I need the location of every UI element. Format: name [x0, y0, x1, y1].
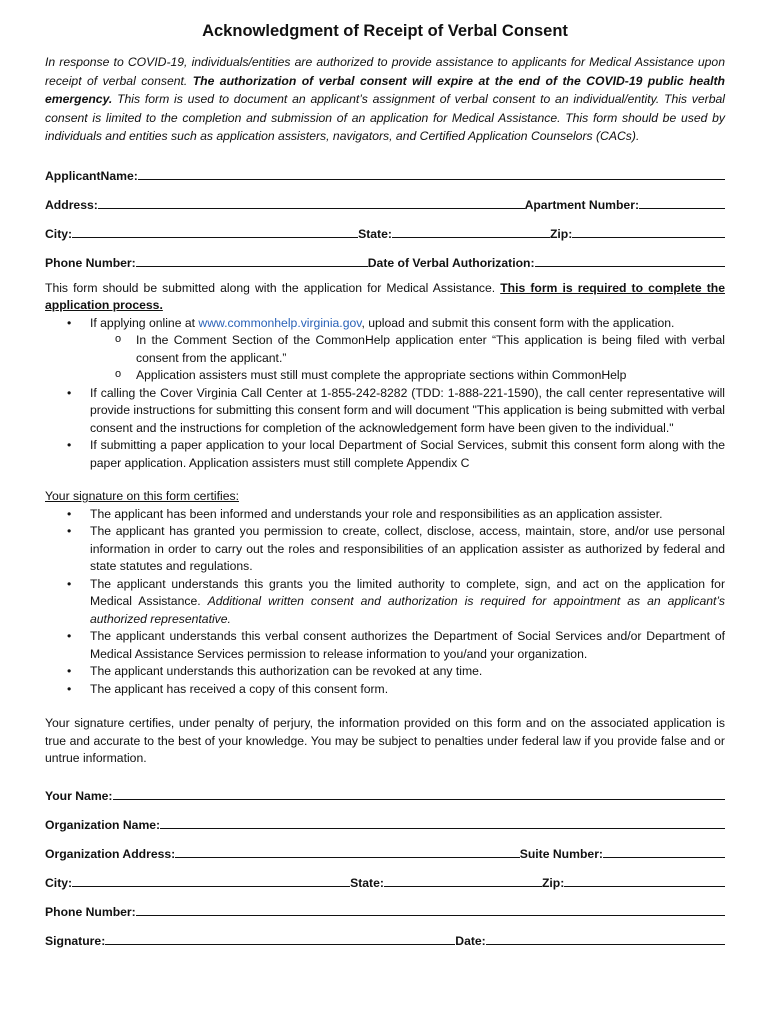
- list-item: • If calling the Cover Virginia Call Center at 1-855-242-8282 (TDD: 1-888-221-1590), the call center representative will provide instructions for submitting this consent form and will document "This application is being submitted with verbal consent and the instructions for completion of the acknowledgement form have been given to the individual.": [45, 385, 725, 438]
- city-field[interactable]: [72, 225, 358, 238]
- org-state-field[interactable]: [384, 874, 542, 887]
- certifies-section: [45, 488, 725, 698]
- org-name-label: Organization Name:: [45, 817, 161, 832]
- sub-list-item: o Application assisters must still must complete the appropriate sections within CommonHelp: [45, 367, 725, 385]
- intro-paragraph: [45, 53, 725, 146]
- commonhelp-link[interactable]: www.commonhelp.virginia.gov: [198, 315, 362, 330]
- phone-label: Phone Number:: [45, 255, 136, 270]
- phone-row: [45, 241, 725, 270]
- applicant-name-field[interactable]: [138, 167, 725, 180]
- list-item: [45, 576, 725, 629]
- list-item-text: The applicant understands this grants you the limited authority to complete, sign, and act on the application for Medical Assistance.: [90, 576, 725, 608]
- list-item-text: , upload and submit this consent form with the application.: [361, 315, 675, 330]
- date-verbal-label: Date of Verbal Authorization:: [367, 255, 535, 270]
- list-item: [45, 315, 725, 333]
- org-address-field[interactable]: [175, 845, 519, 858]
- city-label: City:: [45, 226, 73, 241]
- intro-text: In response to COVID-19, individuals/entities are authorized to provide assistance to applicants for Medical Assistance upon receipt of verbal consent.: [45, 55, 725, 88]
- list-item: • The applicant understands this verbal consent authorizes the Department of Social Services and/or Department of Medical Assistance Services permission to release information to you/and your organization.: [45, 628, 725, 663]
- applicant-name-row: [45, 154, 725, 183]
- org-name-row: [45, 803, 725, 832]
- your-name-field[interactable]: [113, 787, 726, 800]
- phone-field[interactable]: [136, 254, 368, 267]
- signature-date-field[interactable]: [486, 932, 725, 945]
- applicant-name-label: ApplicantName:: [45, 168, 138, 183]
- list-item-italic-text: Additional written consent and authorization is required for appointment as an applicant’s authorized representative.: [90, 594, 726, 626]
- apartment-field[interactable]: [639, 196, 725, 209]
- submission-list: [45, 315, 725, 473]
- org-phone-field[interactable]: [136, 903, 725, 916]
- perjury-paragraph: Your signature certifies, under penalty of perjury, the information provided on this form and on the associated application is true and accurate to the best of your knowledge. You may be subject to penalties under federal law if you provide false and or untrue information.: [45, 716, 725, 765]
- org-address-label: Organization Address:: [45, 846, 176, 861]
- org-phone-label: Phone Number:: [45, 904, 136, 919]
- org-address-row: [45, 832, 725, 861]
- address-field[interactable]: [98, 196, 525, 209]
- org-city-row: [45, 861, 725, 890]
- org-state-label: State:: [350, 875, 384, 890]
- form-title: Acknowledgment of Receipt of Verbal Consent: [202, 22, 568, 40]
- org-city-field[interactable]: [72, 874, 350, 887]
- org-name-field[interactable]: [160, 816, 725, 829]
- address-label: Address:: [45, 197, 98, 212]
- suite-field[interactable]: [603, 845, 725, 858]
- list-item: • The applicant has been informed and understands your role and responsibilities as an application assister.: [45, 506, 725, 524]
- certifies-list: [45, 506, 725, 699]
- signature-label: Signature:: [45, 933, 106, 948]
- submission-paragraph: [45, 280, 725, 315]
- signature-row: [45, 919, 725, 948]
- signature-date-label: Date:: [455, 933, 486, 948]
- org-phone-row: [45, 890, 725, 919]
- city-row: [45, 212, 725, 241]
- your-name-label: Your Name:: [45, 788, 113, 803]
- state-label: State:: [358, 226, 392, 241]
- list-item-text: If applying online at: [90, 315, 199, 330]
- suite-label: Suite Number:: [519, 846, 603, 861]
- submission-text: This form should be submitted along with the application for Medical Assistance.: [45, 280, 501, 295]
- address-row: [45, 183, 725, 212]
- intro-text-cont: This form is used to document an applicant’s assignment of verbal consent to an individual/entity. This verbal consent is limited to the completion and submission of an application for Medical Assistance. This form should be used by individuals and entities such as application assisters, navigators, and Certified Application Counselors (CACs).: [45, 92, 725, 143]
- your-name-row: [45, 774, 725, 803]
- sub-list-item: o In the Comment Section of the CommonHelp application enter “This application is being filed with verbal consent from the applicant.”: [45, 332, 725, 367]
- certifies-heading: Your signature on this form certifies:: [45, 489, 239, 503]
- apartment-label: Apartment Number:: [524, 197, 639, 212]
- zip-field[interactable]: [572, 225, 725, 238]
- list-item: • The applicant understands this authorization can be revoked at any time.: [45, 663, 725, 681]
- list-item: • The applicant has received a copy of this consent form.: [45, 681, 725, 699]
- required-notice: This form is required to complete the application process.: [45, 280, 725, 312]
- intro-bold-text: The authorization of verbal consent will expire at the end of the COVID-19 public health emergency.: [45, 73, 725, 106]
- list-item: • The applicant has granted you permission to create, collect, disclose, access, maintain, store, and/or use personal information in order to carry out the roles and responsibilities of an application assister as authorized by federal and state statutes and regulations.: [45, 523, 725, 576]
- org-zip-label: Zip:: [541, 875, 565, 890]
- org-city-label: City:: [45, 875, 73, 890]
- org-zip-field[interactable]: [564, 874, 725, 887]
- state-field[interactable]: [392, 225, 550, 238]
- zip-label: Zip:: [549, 226, 573, 241]
- list-item: • If submitting a paper application to your local Department of Social Services, submit this consent form along with the paper application. Application assisters must still complete Appendix C: [45, 437, 725, 472]
- signature-field[interactable]: [105, 932, 455, 945]
- submission-section: [45, 280, 725, 473]
- date-verbal-field[interactable]: [535, 254, 725, 267]
